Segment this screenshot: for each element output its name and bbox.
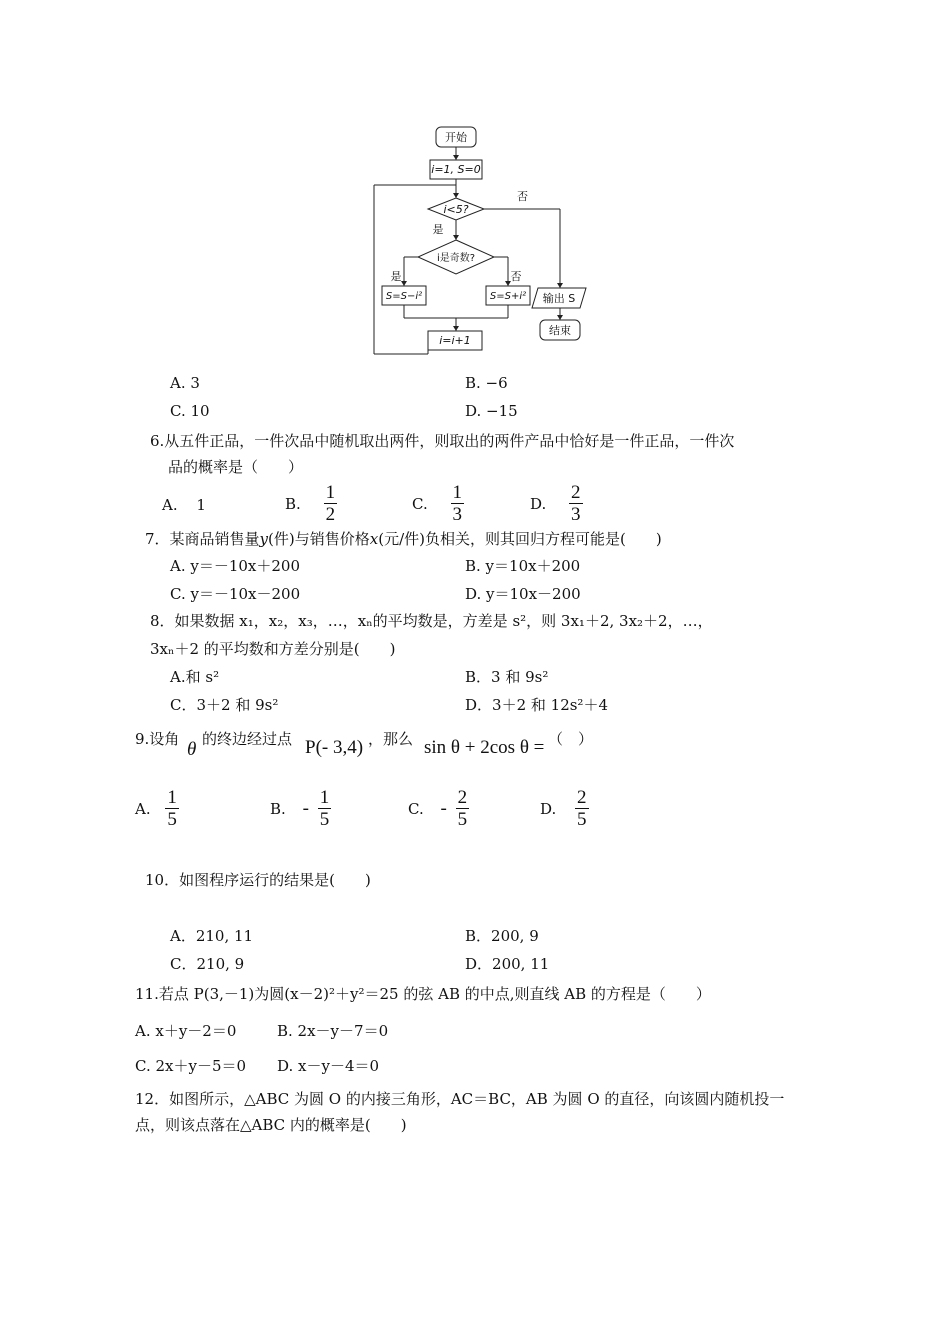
q9-option-d-label: D. xyxy=(540,800,557,818)
q9-option-b xyxy=(270,788,331,830)
q6-option-b-fraction xyxy=(324,483,338,525)
q6-option-c xyxy=(412,483,464,525)
flowchart-no-label: 否 xyxy=(517,190,528,203)
flowchart-yes-label: 是 xyxy=(432,223,444,236)
q9-option-a-denominator: 5 xyxy=(167,809,177,830)
q11-option-d: D. x－y－4＝0 xyxy=(277,1057,380,1075)
q9-option-d-numerator: 2 xyxy=(577,787,587,808)
q11-stem: 11.若点 P(3,－1)为圆(x－2)²＋y²＝25 的弦 AB 的中点,则直线 AB 的方程是（ ） xyxy=(135,985,711,1003)
q7-stem-var-y: y xyxy=(259,530,269,548)
q5-option-d: D. −15 xyxy=(465,402,518,420)
q9-theta: θ xyxy=(187,739,197,760)
flowchart-cond1-text: i<5? xyxy=(443,203,469,216)
q6-stem-line1: 6.从五件正品，一件次品中随机取出两件，则取出的两件产品中恰好是一件正品，一件次 xyxy=(150,432,735,450)
flowchart-output-text: 输出 S xyxy=(542,292,576,305)
q10-option-d: D．200, 11 xyxy=(465,955,550,973)
q6-option-c-fraction xyxy=(451,483,465,525)
q10-option-a: A．210, 11 xyxy=(170,927,254,945)
q5-option-b: B. −6 xyxy=(465,374,508,392)
q8-option-c: C．3＋2 和 9s² xyxy=(170,696,279,714)
q7-stem-var-x: x xyxy=(369,530,379,548)
flowchart-cond2-text: i是奇数? xyxy=(436,253,476,264)
q9-option-d-denominator: 5 xyxy=(577,809,587,830)
q9-option-c-fraction xyxy=(456,788,470,830)
q9-option-b-label: B. xyxy=(270,800,286,818)
q10-option-b: B．200, 9 xyxy=(465,927,539,945)
q7-stem-part-a: 7．某商品销售量 xyxy=(145,530,260,548)
q9-point: P(- 3,4) xyxy=(305,737,364,758)
q11-option-b: B. 2x－y－7＝0 xyxy=(277,1022,389,1040)
q7-option-c: C. y＝－10x－200 xyxy=(170,585,301,603)
q9-stem-a: 9.设角 xyxy=(135,730,180,748)
q10-option-c: C．210, 9 xyxy=(170,955,245,973)
q11-option-c: C. 2x＋y－5＝0 xyxy=(135,1057,247,1075)
flowchart-inc-text: i=i+1 xyxy=(439,334,471,347)
q12-stem-line1: 12．如图所示，△ABC 为圆 O 的内接三角形，AC＝BC，AB 为圆 O 的直径，向该圆内随机投一 xyxy=(135,1090,785,1108)
q9-option-c-numerator: 2 xyxy=(457,787,468,808)
q9-stem-c: ，那么 xyxy=(368,730,414,748)
q9-option-d-fraction xyxy=(575,788,589,830)
q10-stem: 10．如图程序运行的结果是( ) xyxy=(145,871,371,889)
q9-option-a xyxy=(135,788,179,830)
q9-option-c-denominator: 5 xyxy=(457,809,468,830)
q6-stem-line2: 品的概率是（ ） xyxy=(168,458,304,476)
q8-option-b: B．3 和 9s² xyxy=(465,668,549,686)
q6-option-d-label: D. xyxy=(530,495,547,513)
q9-stem-b: 的终边经过点 xyxy=(202,730,293,748)
q9-option-b-numerator: 1 xyxy=(319,787,330,808)
q7-option-b: B. y＝10x＋200 xyxy=(465,557,581,575)
q9-paren: （ ） xyxy=(548,730,594,748)
q7-option-d: D. y＝10x－200 xyxy=(465,585,581,603)
q7-stem xyxy=(145,529,662,549)
q6-option-a xyxy=(162,495,206,515)
q6-option-b xyxy=(285,483,337,525)
q6-option-d-numerator: 2 xyxy=(571,482,581,503)
q9-option-b-sign: - xyxy=(302,798,309,819)
q6-option-b-label: B. xyxy=(285,495,301,513)
q12-stem-line2: 点，则该点落在△ABC 内的概率是( ) xyxy=(135,1116,407,1134)
flowchart-end-text: 结束 xyxy=(549,324,571,337)
flowchart-init-text: i=1, S=0 xyxy=(431,163,481,176)
q6-option-d-denominator: 3 xyxy=(571,504,581,525)
flowchart xyxy=(0,0,950,380)
q9-option-a-label: A. xyxy=(135,800,151,818)
q6-option-d-fraction xyxy=(569,483,583,525)
q8-option-d: D．3＋2 和 12s²＋4 xyxy=(465,696,608,714)
q6-option-a-value: 1 xyxy=(196,496,206,514)
q6-option-c-denominator: 3 xyxy=(452,504,462,525)
q5-option-a: A. 3 xyxy=(170,374,200,392)
q9-option-c xyxy=(408,788,469,830)
flowchart-box-right-text: S=S+i² xyxy=(489,291,527,302)
q9-option-a-fraction xyxy=(165,788,179,830)
q5-option-c: C. 10 xyxy=(170,402,210,420)
flowchart-yes2-label: 是 xyxy=(390,270,402,283)
q9-expression: sin θ + 2cos θ = xyxy=(424,737,545,758)
q6-option-a-label: A. xyxy=(162,496,178,514)
q9-option-b-denominator: 5 xyxy=(319,809,330,830)
q9-option-a-numerator: 1 xyxy=(167,787,177,808)
q7-stem-part-c: (元/件)负相关，则其回归方程可能是( ) xyxy=(378,530,662,548)
q6-option-b-numerator: 1 xyxy=(325,482,336,503)
q7-option-a: A. y＝－10x＋200 xyxy=(170,557,301,575)
flowchart-start-text: 开始 xyxy=(445,131,467,144)
q6-option-c-label: C. xyxy=(412,495,428,513)
flowchart-no2-label: 否 xyxy=(510,270,522,283)
q8-stem-line1: 8．如果数据 x₁，x₂，x₃，…，xₙ的平均数是，方差是 s²，则 3x₁＋2, 3x₂＋2，…， xyxy=(150,612,713,630)
q9-option-b-fraction xyxy=(318,788,332,830)
q9-option-d xyxy=(540,788,589,830)
q9-option-c-sign: - xyxy=(440,798,447,819)
q7-stem-part-b: (件)与销售价格 xyxy=(268,530,370,548)
q8-stem-line2: 3xₙ＋2 的平均数和方差分别是( ) xyxy=(150,640,396,658)
q6-option-c-numerator: 1 xyxy=(452,482,462,503)
q6-option-d xyxy=(530,483,583,525)
q8-option-a: A.和 s² xyxy=(170,668,220,686)
q11-option-a: A. x＋y－2＝0 xyxy=(135,1022,237,1040)
q6-option-b-denominator: 2 xyxy=(325,504,336,525)
q9-option-c-label: C. xyxy=(408,800,424,818)
flowchart-box-left-text: S=S−i² xyxy=(385,291,423,302)
